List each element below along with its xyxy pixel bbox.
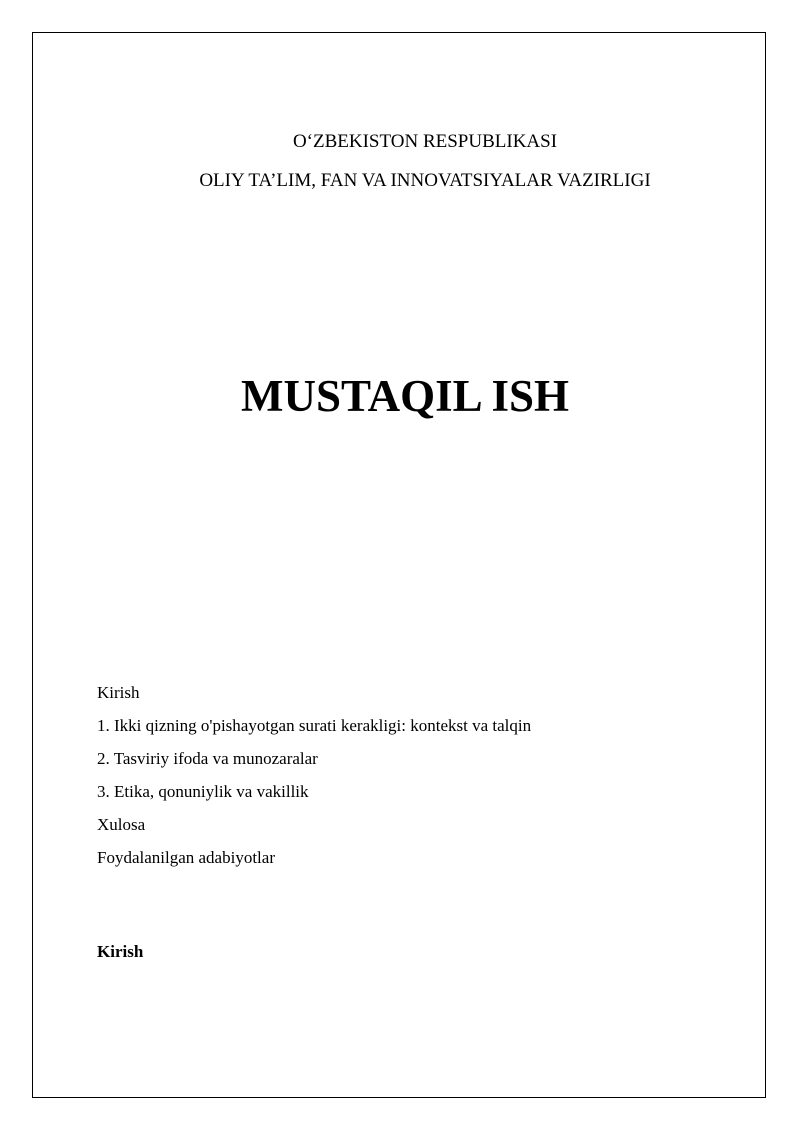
table-of-contents: [97, 683, 531, 881]
toc-item-introduction: Kirish: [97, 683, 140, 702]
toc-item-2: 2. Tasviriy ifoda va munozaralar: [97, 749, 318, 768]
ministry-header-line-1: O‘ZBEKISTON RESPUBLIKASI: [292, 131, 558, 152]
ministry-header-line-2: OLIY TA’LIM, FAN VA INNOVATSIYALAR VAZIRLIGI: [199, 170, 651, 191]
toc-item-3: 3. Etika, qonuniylik va vakillik: [97, 782, 309, 801]
section-heading-introduction: Kirish: [97, 942, 144, 961]
toc-item-1: 1. Ikki qizning o'pishayotgan surati kerakligi: kontekst va talqin: [97, 716, 532, 735]
toc-item-conclusion: Xulosa: [97, 815, 146, 834]
toc-item-references: Foydalanilgan adabiyotlar: [97, 848, 275, 867]
document-title: MUSTAQIL ISH: [240, 371, 569, 421]
